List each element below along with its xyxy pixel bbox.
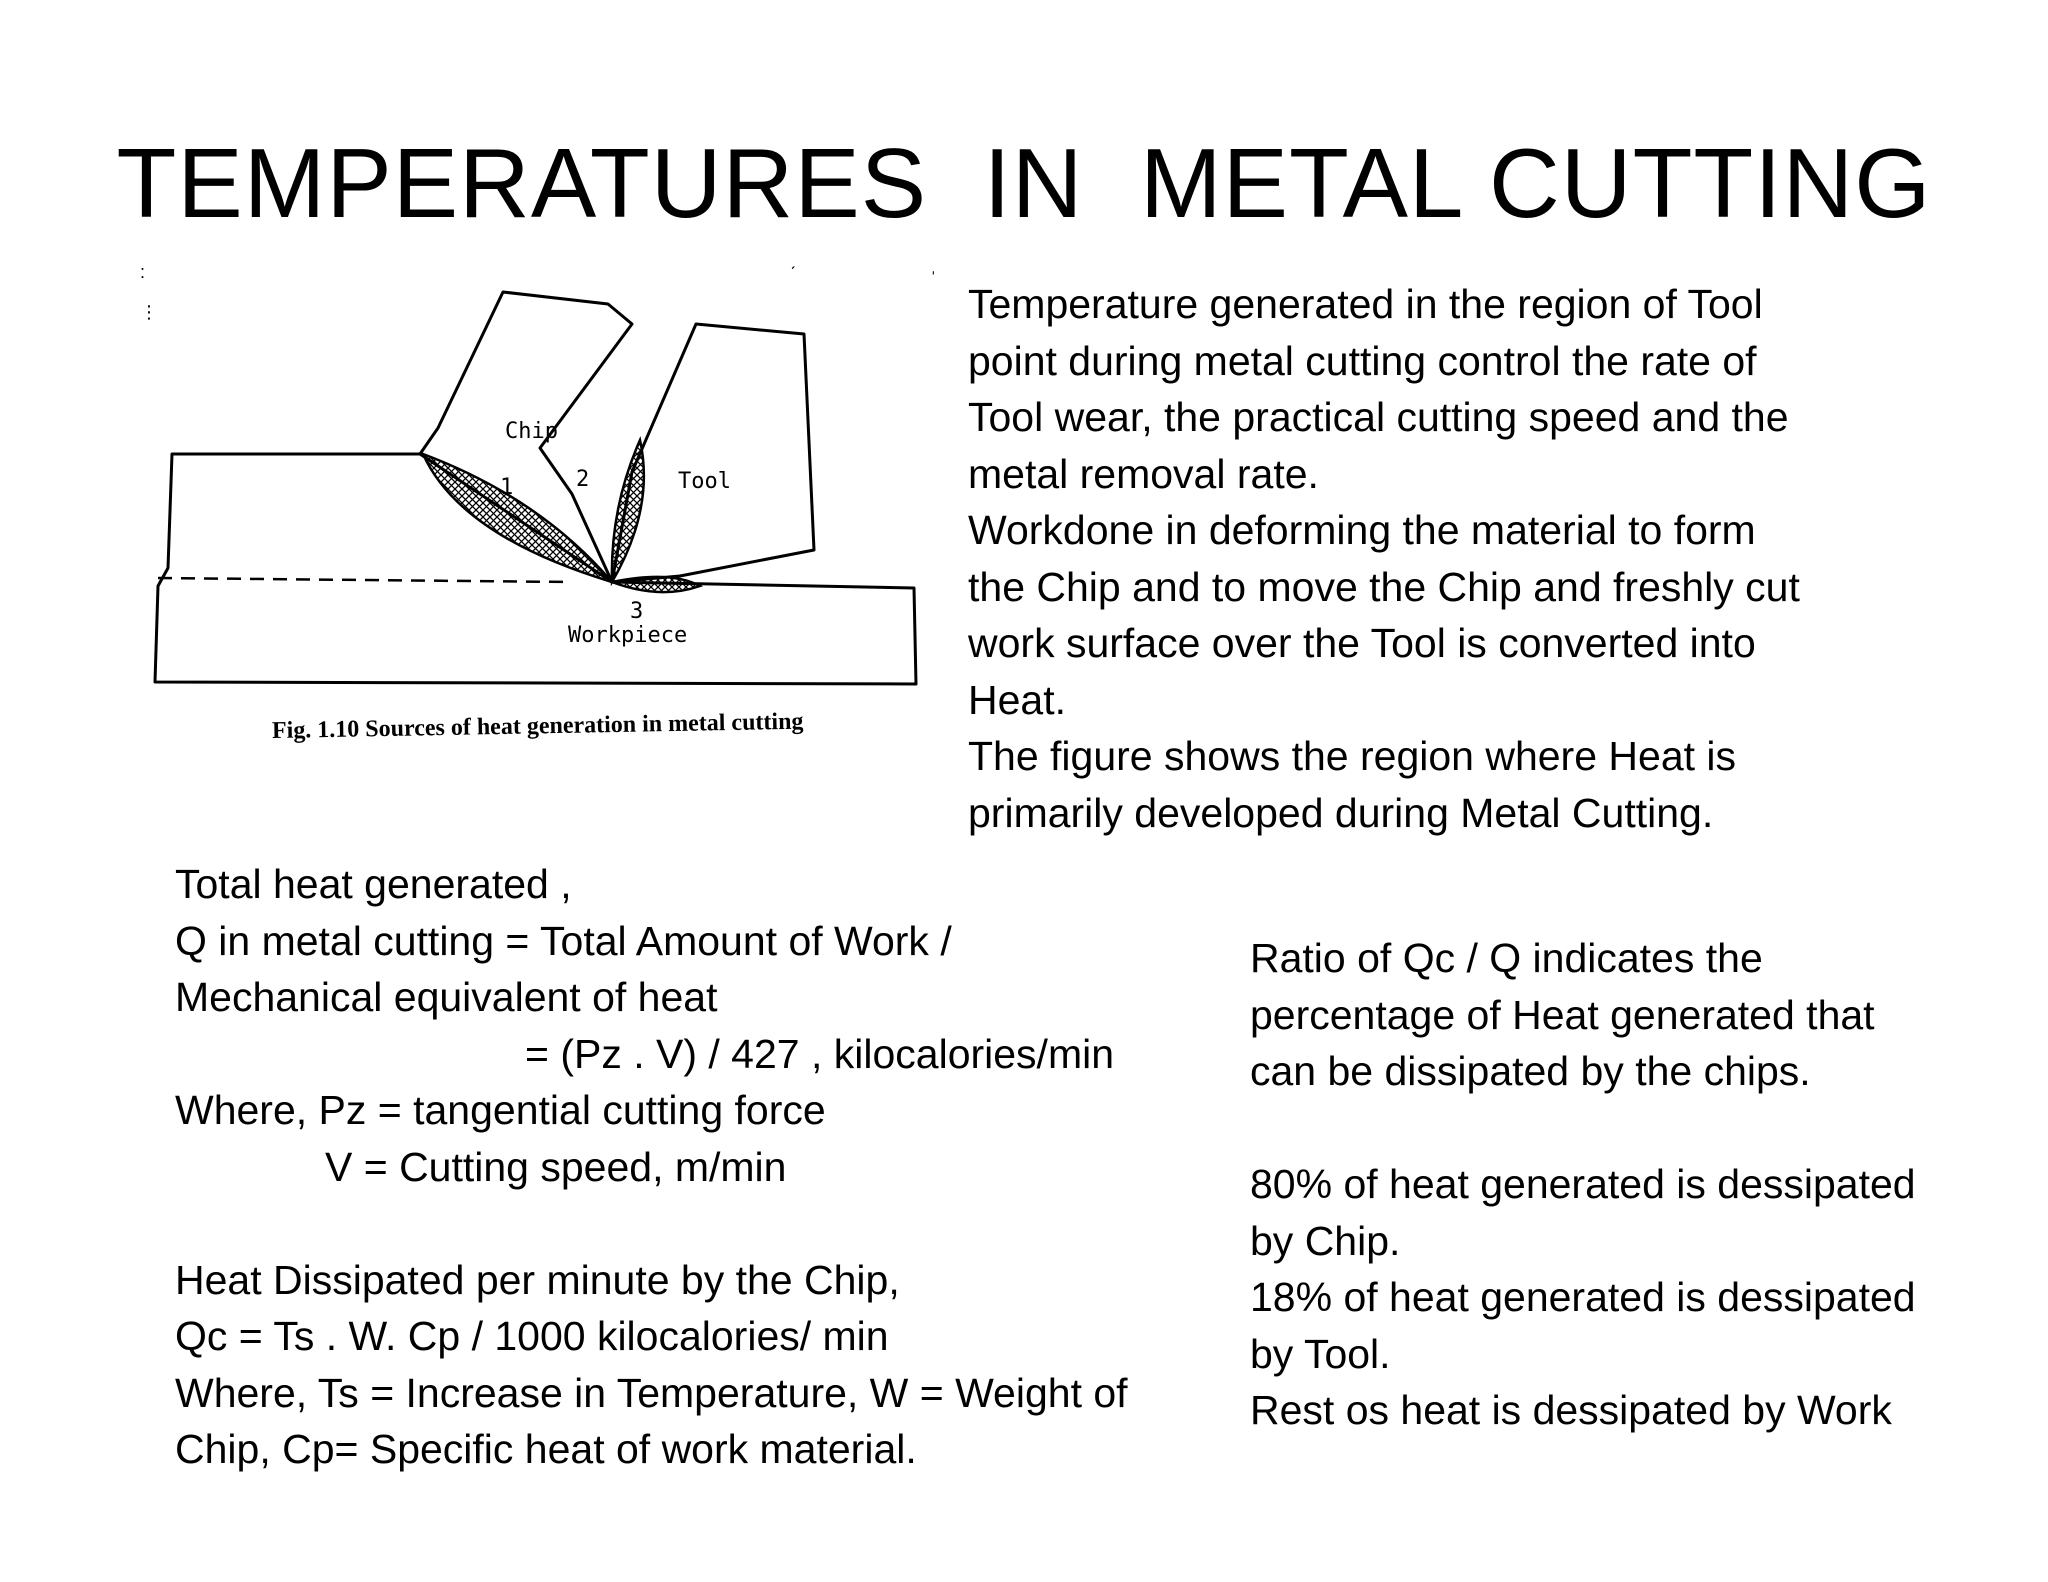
formula-line: Where, Ts = Increase in Temperature, W = Weight of <box>175 1369 1128 1416</box>
intro-line: Heat. <box>968 676 1066 723</box>
intro-line: Tool wear, the practical cutting speed and the <box>968 394 1789 440</box>
formula-line: Mechanical equivalent of heat <box>175 974 718 1020</box>
slide-title: TEMPERATURES IN METAL CUTTING <box>116 128 1932 238</box>
ratio-line: by Tool. <box>1250 1330 1391 1377</box>
figure-caption: Fig. 1.10 Sources of heat generation in metal cutting <box>271 708 804 744</box>
cut-depth-dashed-line <box>158 578 570 582</box>
ratio-line: can be dissipated by the chips. <box>1250 1048 1811 1094</box>
formula-line: = (Pz . V) / 427 , kilocalories/min <box>525 1030 1115 1077</box>
formula-line: Heat Dissipated per minute by the Chip, <box>175 1256 900 1303</box>
formula-line: Qc = Ts . W. Cp / 1000 kilocalories/ min <box>175 1313 889 1359</box>
workpiece-label: Workpiece <box>568 623 688 648</box>
ratio-line: Rest os heat is dessipated by Work <box>1250 1387 1892 1433</box>
zone-2-label: 2 <box>576 467 590 492</box>
ratio-line: by Chip. <box>1250 1217 1401 1264</box>
intro-line: the Chip and to move the Chip and freshly cut <box>968 563 1800 610</box>
ratio-line: Ratio of Qc / Q indicates the <box>1250 935 1763 981</box>
intro-line: metal removal rate. <box>968 450 1319 497</box>
intro-line: The figure shows the region where Heat is <box>968 733 1737 779</box>
intro-line: Workdone in deforming the material to form <box>968 507 1756 553</box>
chip-label: Chip <box>505 419 558 444</box>
formula-line: Where, Pz = tangential cutting force <box>175 1087 826 1133</box>
svg-text:ˈ: ˈ <box>930 269 937 291</box>
heat-formulas <box>175 856 1128 1478</box>
zone-1-label: 1 <box>500 475 514 500</box>
formula-line: V = Cutting speed, m/min <box>325 1143 787 1190</box>
formula-line <box>175 1195 1128 1252</box>
svg-text:⋮: ⋮ <box>140 302 158 322</box>
formula-line: Total heat generated , <box>175 861 572 907</box>
intro-line: work surface over the Tool is converted into <box>968 620 1756 666</box>
heat-zone-3 <box>612 577 700 592</box>
zone-3-label: 3 <box>630 599 644 624</box>
svg-text:ˊ: ˊ <box>790 264 796 284</box>
intro-line: point during metal cutting control the rate of <box>968 337 1757 384</box>
heat-ratio-notes <box>1250 930 1916 1439</box>
intro-paragraph <box>968 276 1800 841</box>
tool-label: Tool <box>678 469 731 494</box>
heat-sources-diagram <box>140 258 940 758</box>
ratio-line: 80% of heat generated is dessipated <box>1250 1161 1916 1207</box>
ratio-line <box>1250 1100 1916 1157</box>
formula-line: Chip, Cp= Specific heat of work material. <box>175 1426 917 1472</box>
formula-line: Q in metal cutting = Total Amount of Work / <box>175 917 952 964</box>
intro-line: Temperature generated in the region of Tool <box>968 281 1763 327</box>
ratio-line: percentage of Heat generated that <box>1250 991 1875 1038</box>
ratio-line: 18% of heat generated is dessipated <box>1250 1274 1916 1320</box>
svg-text::: : <box>140 262 146 282</box>
intro-line: primarily developed during Metal Cutting. <box>968 789 1714 836</box>
